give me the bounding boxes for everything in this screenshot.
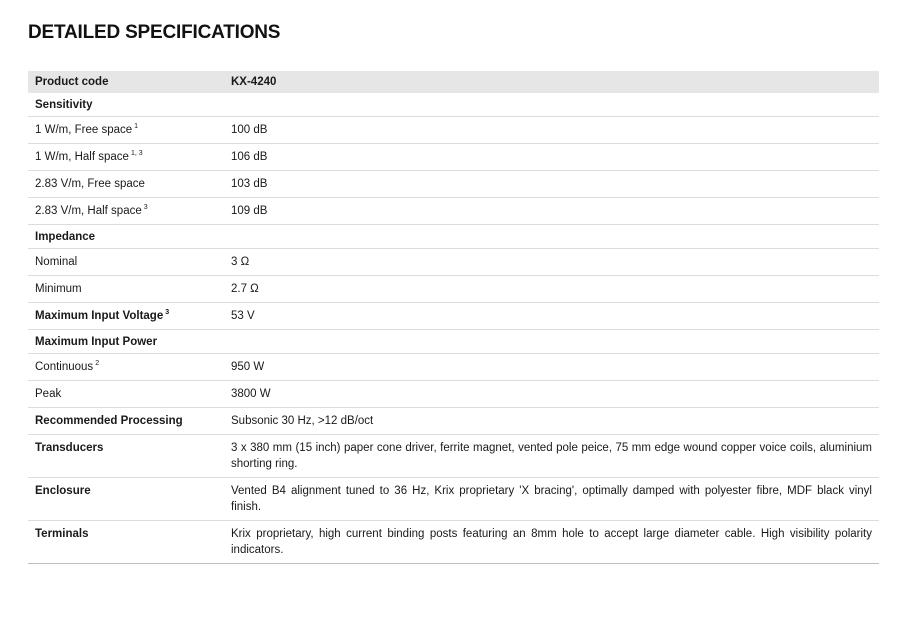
spec-table [28, 71, 879, 564]
section-row-enclosure [28, 478, 879, 521]
row-value: 53 V [224, 303, 879, 330]
table-header-row [28, 71, 879, 93]
row-value: Subsonic 30 Hz, >12 dB/oct [224, 408, 879, 435]
row-label: Peak [28, 381, 224, 408]
row-value: 3 Ω [224, 249, 879, 276]
row-value: 109 dB [224, 198, 879, 225]
table-row [28, 276, 879, 303]
row-value: 2.7 Ω [224, 276, 879, 303]
row-label: Minimum [28, 276, 224, 303]
page-title: DETAILED SPECIFICATIONS [28, 22, 281, 43]
table-row [28, 144, 879, 171]
table-row [28, 117, 879, 144]
row-value: 103 dB [224, 171, 879, 198]
row-value: 950 W [224, 354, 879, 381]
table-row [28, 354, 879, 381]
section-row-recommended-processing [28, 408, 879, 435]
product-code-label: Product code [28, 71, 224, 93]
table-row [28, 249, 879, 276]
section-row-max-input-voltage [28, 303, 879, 330]
row-value: Krix proprietary, high current binding posts featuring an 8mm hole to accept large diameter cable. High visibility polarity indicators. [224, 521, 879, 564]
row-value: 106 dB [224, 144, 879, 171]
section-label: Maximum Input Voltage [35, 310, 164, 322]
section-row-sensitivity [28, 93, 879, 117]
row-value: 3 x 380 mm (15 inch) paper cone driver, ferrite magnet, vented pole peice, 75 mm edge wound copper voice coils, aluminium shorting ring. [224, 435, 879, 478]
section-label: Enclosure [28, 478, 224, 521]
section-row-max-input-power [28, 330, 879, 354]
row-label: 2.83 V/m, Free space [35, 178, 145, 190]
table-row [28, 198, 879, 225]
row-label: Continuous [35, 361, 94, 373]
section-row-transducers [28, 435, 879, 478]
section-label: Maximum Input Power [28, 330, 224, 354]
table-row [28, 171, 879, 198]
section-label: Terminals [28, 521, 224, 564]
footnote-marker: 3 [165, 309, 170, 317]
section-row-impedance [28, 225, 879, 249]
row-label: Nominal [28, 249, 224, 276]
product-code-value: KX-4240 [224, 71, 879, 93]
row-label: 1 W/m, Free space [35, 124, 133, 136]
row-value: 100 dB [224, 117, 879, 144]
row-value: Vented B4 alignment tuned to 36 Hz, Krix proprietary 'X bracing', optimally damped with polyester fibre, MDF black vinyl finish. [224, 478, 879, 521]
table-row [28, 381, 879, 408]
row-value: 3800 W [224, 381, 879, 408]
section-row-terminals [28, 521, 879, 564]
section-label: Recommended Processing [28, 408, 224, 435]
footnote-marker: 1, 3 [130, 150, 143, 158]
footnote-marker: 2 [95, 360, 100, 368]
section-label: Impedance [28, 225, 224, 249]
section-label: Sensitivity [28, 93, 224, 117]
row-label: 2.83 V/m, Half space [35, 205, 142, 217]
row-label: 1 W/m, Half space [35, 151, 129, 163]
section-label: Transducers [28, 435, 224, 478]
footnote-marker: 1 [134, 123, 139, 131]
footnote-marker: 3 [143, 204, 148, 212]
